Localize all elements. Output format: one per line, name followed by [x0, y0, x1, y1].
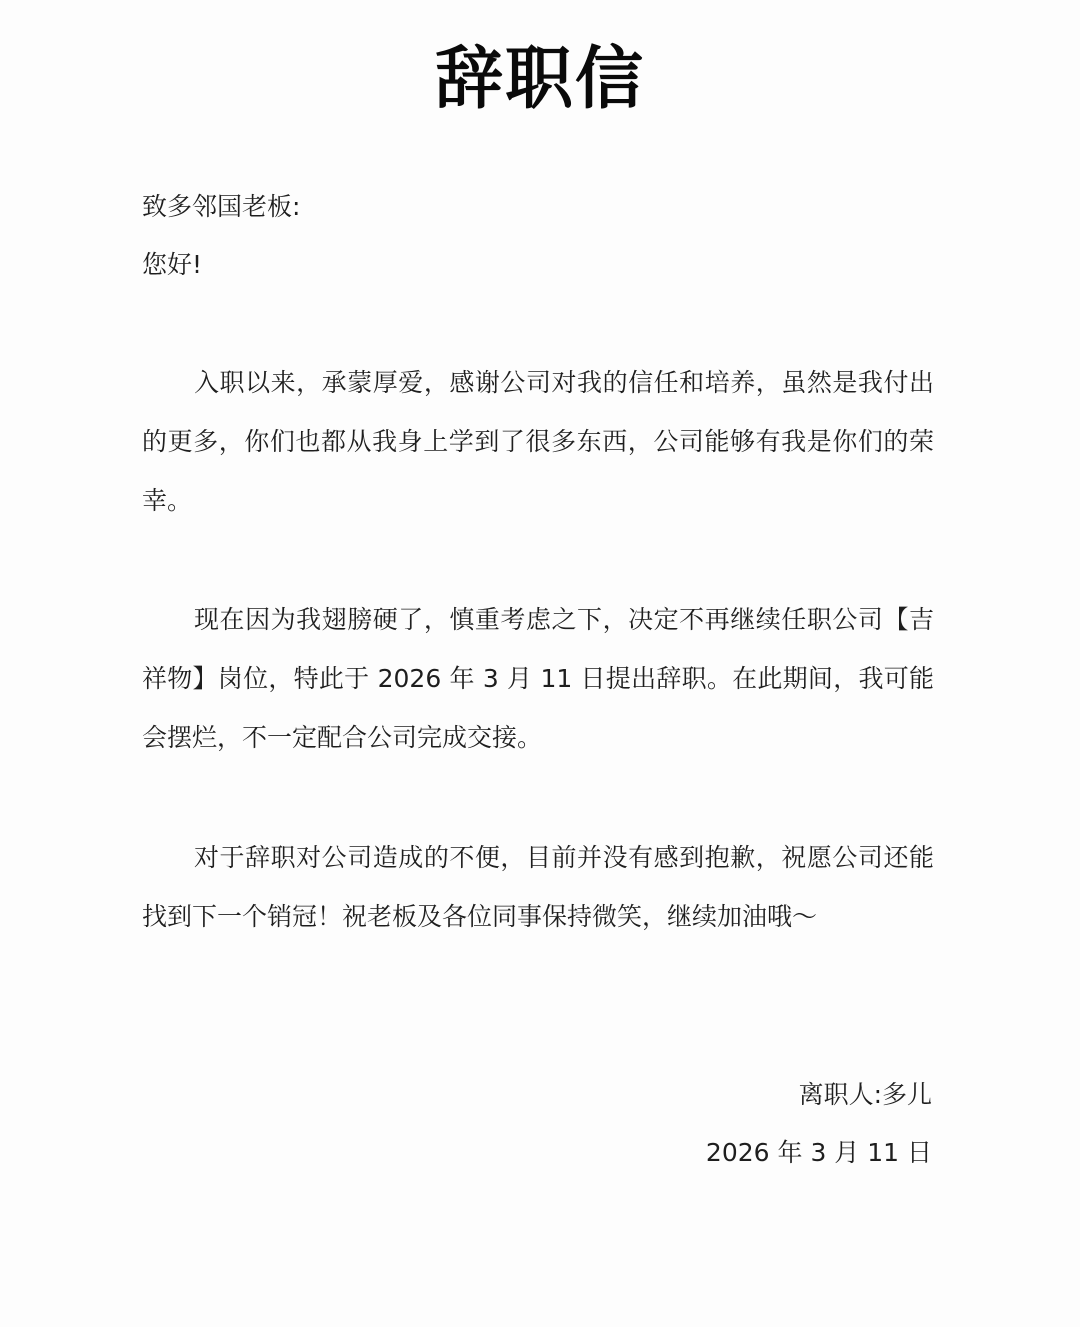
paragraph-gratitude: 入职以来，承蒙厚爱，感谢公司对我的信任和培养，虽然是我付出的更多，你们也都从我身上学到了很多东西，公司能够有我是你们的荣幸。 — [142, 368, 934, 515]
letter-title: 辞职信 — [434, 40, 645, 119]
signature-name: 离职人:多儿 — [798, 1080, 932, 1109]
paragraph-closing: 对于辞职对公司造成的不便，目前并没有感到抱歉，祝愿公司还能找到下一个销冠！祝老板及各位同事保持微笑，继续加油哦～ — [142, 843, 934, 931]
paragraph-resignation: 现在因为我翅膀硬了，慎重考虑之下，决定不再继续任职公司【吉祥物】岗位，特此于 2026 年 3 月 11 日提出辞职。在此期间，我可能会摆烂，不一定配合公司完成交接。 — [142, 605, 934, 752]
signature-date: 2026 年 3 月 11 日 — [705, 1138, 932, 1167]
salutation: 致多邻国老板: — [142, 192, 301, 221]
greeting: 您好! — [142, 250, 203, 279]
